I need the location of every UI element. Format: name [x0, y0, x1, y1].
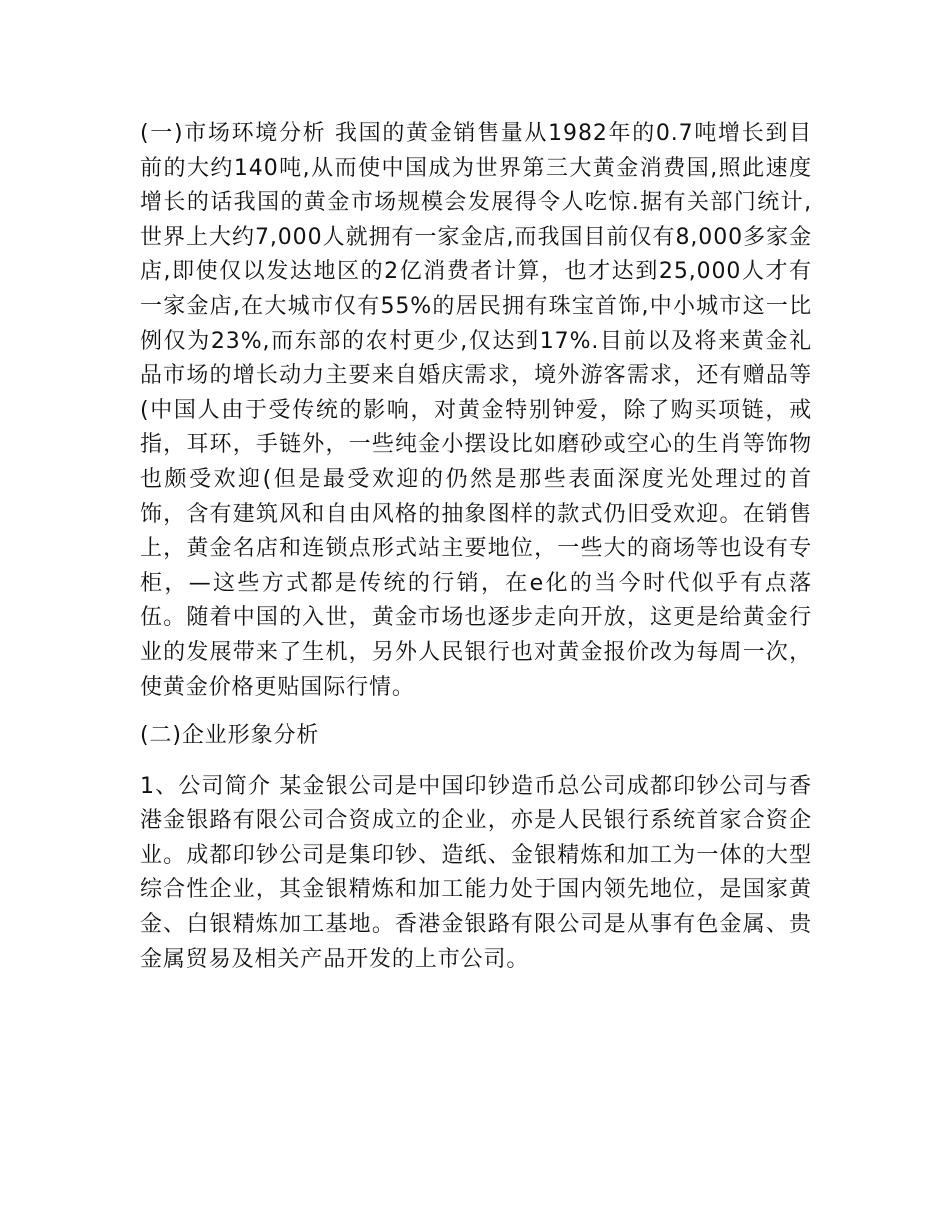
paragraph-market-analysis: (一)市场环境分析 我国的黄金销售量从1982年的0.7吨增长到目前的大约140吨,从而使中国成为世界第三大黄金消费国,照此速度增长的话我国的黄金市场规模会发展得令人吃惊.据有关部门统计,世界上大约7,000人就拥有一家金店,而我国目前仅有8,000多家金店,即使仅以发达地区的2亿消费者计算，也才达到25,000人才有一家金店,在大城市仅有55%的居民拥有珠宝首饰,中小城市这一比例仅为23%,而东部的农村更少,仅达到17%.目前以及将来黄金礼品市场的增长动力主要来自婚庆需求，境外游客需求，还有赠品等(中国人由于受传统的影响，对黄金特别钟爱，除了购买项链，戒指，耳环，手链外，一些纯金小摆设比如磨砂或空心的生肖等饰物也颇受欢迎(但是最受欢迎的仍然是那些表面深度光处理过的首饰，含有建筑风和自由风格的抽象图样的款式仍旧受欢迎。在销售上，黄金名店和连锁点形式站主要地位，一些大的商场等也设有专柜，—这些方式都是传统的行销，在e化的当今时代似乎有点落伍。随着中国的入世，黄金市场也逐步走向开放，这更是给黄金行业的发展带来了生机，另外人民银行也对黄金报价改为每周一次，使黄金价格更贴国际行情。 — [140, 121, 812, 700]
document-page — [140, 117, 812, 977]
section-heading-corporate-image: (二)企业形象分析 — [140, 723, 320, 749]
paragraph-company-profile: 1、公司简介 某金银公司是中国印钞造币总公司成都印钞公司与香港金银路有限公司合资成立的企业，亦是人民银行系统首家合资企业。成都印钞公司是集印钞、造纸、金银精炼和加工为一体的大型综合性企业，其金银精炼和加工能力处于国内领先地位，是国家黄金、白银精炼加工基地。香港金银路有限公司是从事有色金属、贵金属贸易及相关产品开发的上市公司。 — [140, 773, 812, 972]
